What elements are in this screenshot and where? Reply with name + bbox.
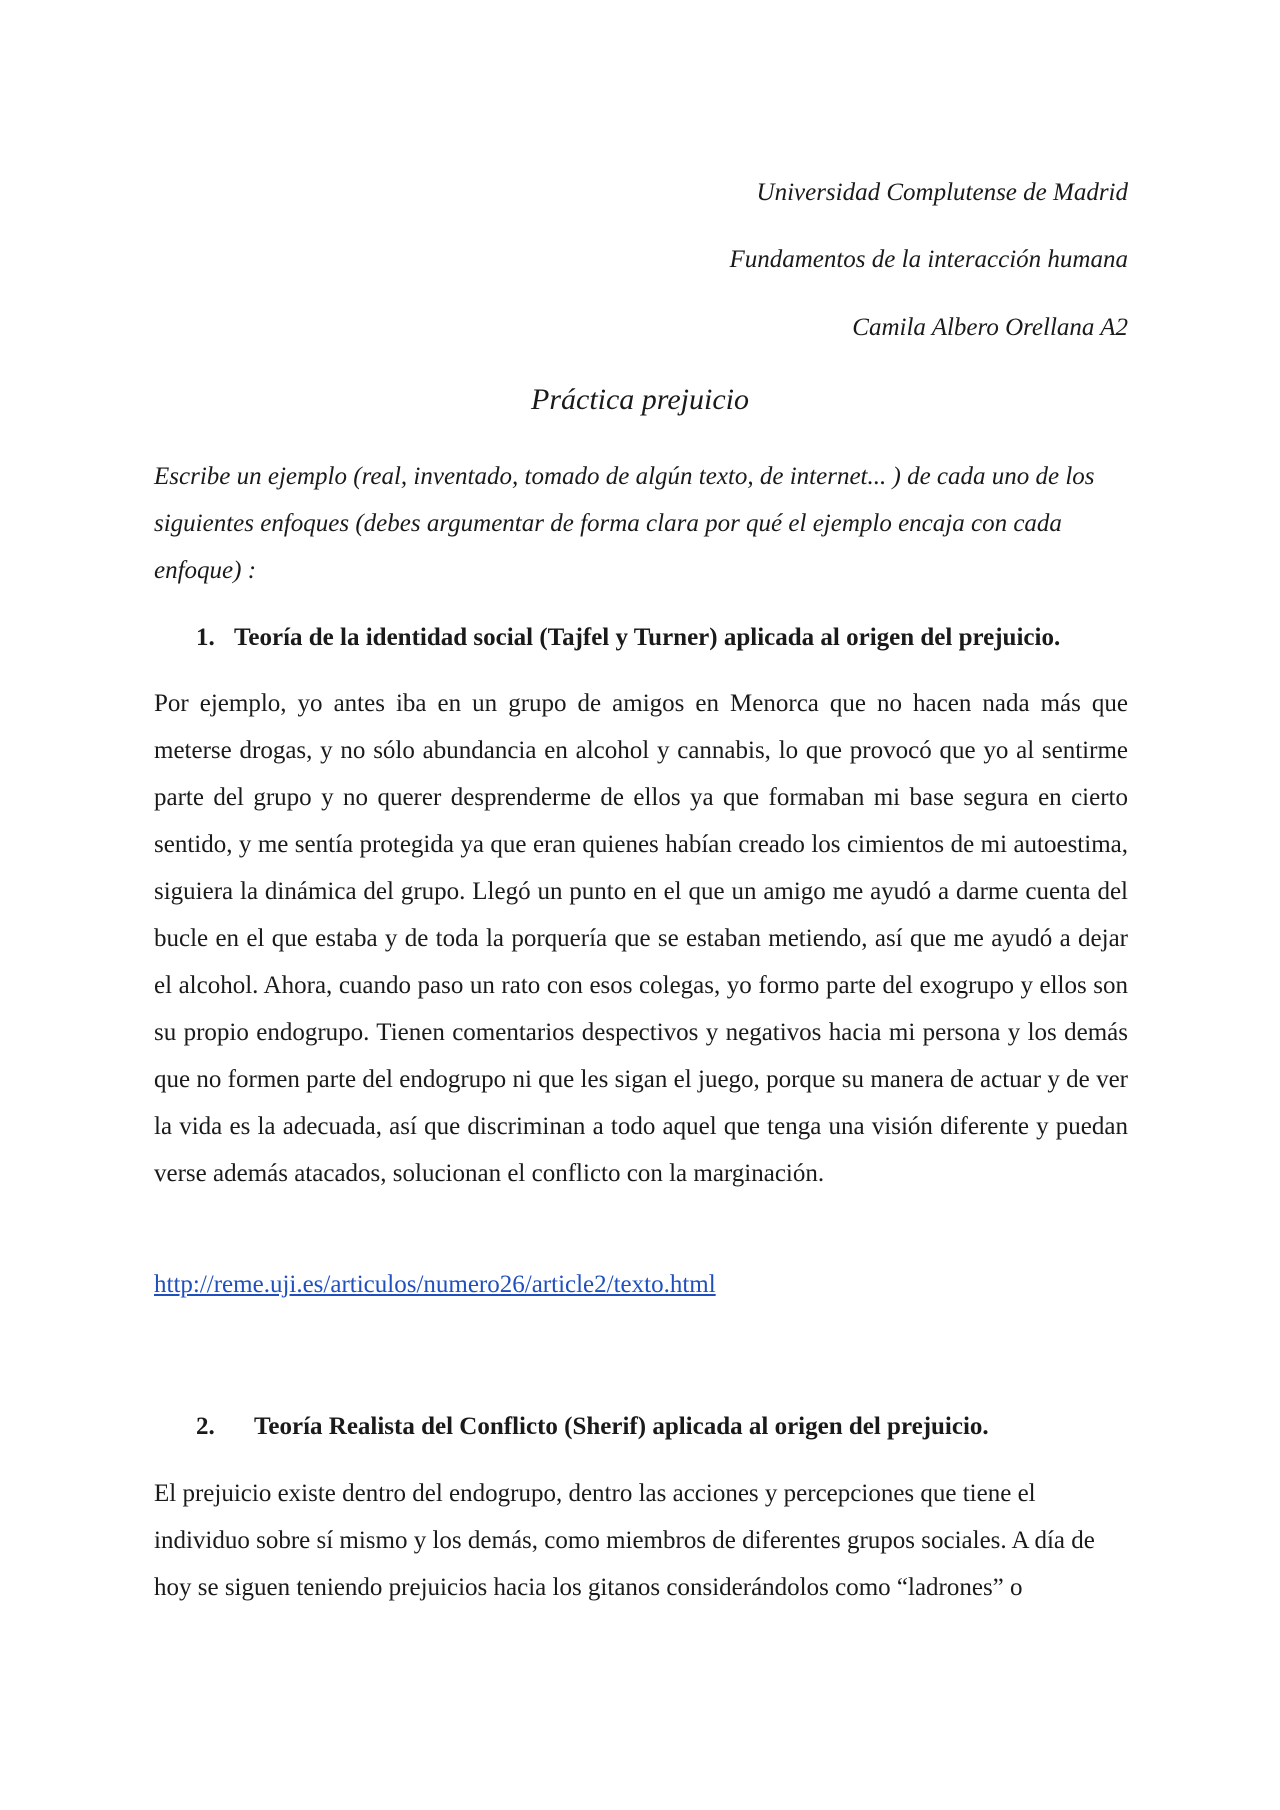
- page-title: Práctica prejuicio: [531, 383, 749, 416]
- section1-heading-text: Teoría de la identidad social (Tajfel y Turner) aplicada al origen del prejuicio.: [234, 624, 1061, 651]
- instructions-text: Escribe un ejemplo (real, inventado, tomado de algún texto, de internet... ) de cada uno de los siguientes enfoques (debes argumentar de forma clara por qué el ejemplo encaja con cada enfoque) :: [154, 463, 1095, 584]
- section1-heading: [196, 623, 1060, 653]
- section2-heading-text: Teoría Realista del Conflicto (Sherif) aplicada al origen del prejuicio.: [254, 1413, 989, 1440]
- section1-body: Por ejemplo, yo antes iba en un grupo de amigos en Menorca que no hacen nada más que meterse drogas, y no sólo abundancia en alcohol y cannabis, lo que provocó que yo al sentirme parte del grupo y no querer desprenderme de ellos ya que formaban mi base segura en cierto sentido, y me sentía protegida ya que eran quienes habían creado los cimientos de mi autoestima, siguiera la dinámica del grupo. Llegó un punto en el que un amigo me ayudó a darme cuenta del bucle en el que estaba y de toda la porquería que se estaban metiendo, así que me ayudó a dejar el alcohol. Ahora, cuando paso un rato con esos colegas, yo formo parte del exogrupo y ellos son su propio endogrupo. Tienen comentarios despectivos y negativos hacia mi persona y los demás que no formen parte del endogrupo ni que les sigan el juego, porque su manera de actuar y de ver la vida es la adecuada, así que discriminan a todo aquel que tenga una visión diferente y puedan verse además atacados, solucionan el conflicto con la marginación.: [154, 690, 1128, 1187]
- header-university: Universidad Complutense de Madrid: [756, 179, 1128, 206]
- header-course: Fundamentos de la interacción humana: [729, 246, 1128, 273]
- header-author: Camila Albero Orellana A2: [852, 314, 1128, 341]
- section2-heading: [196, 1412, 989, 1442]
- section2-number: 2.: [196, 1413, 215, 1440]
- section1-number: 1.: [196, 624, 215, 651]
- section2-body: El prejuicio existe dentro del endogrupo, dentro las acciones y percepciones que tiene el individuo sobre sí mismo y los demás, como miembros de diferentes grupos sociales. A día de hoy se siguen teniendo prejuicios hacia los gitanos considerándolos como “ladrones” o: [154, 1480, 1095, 1601]
- reference-link[interactable]: http://reme.uji.es/articulos/numero26/article2/texto.html: [154, 1271, 716, 1298]
